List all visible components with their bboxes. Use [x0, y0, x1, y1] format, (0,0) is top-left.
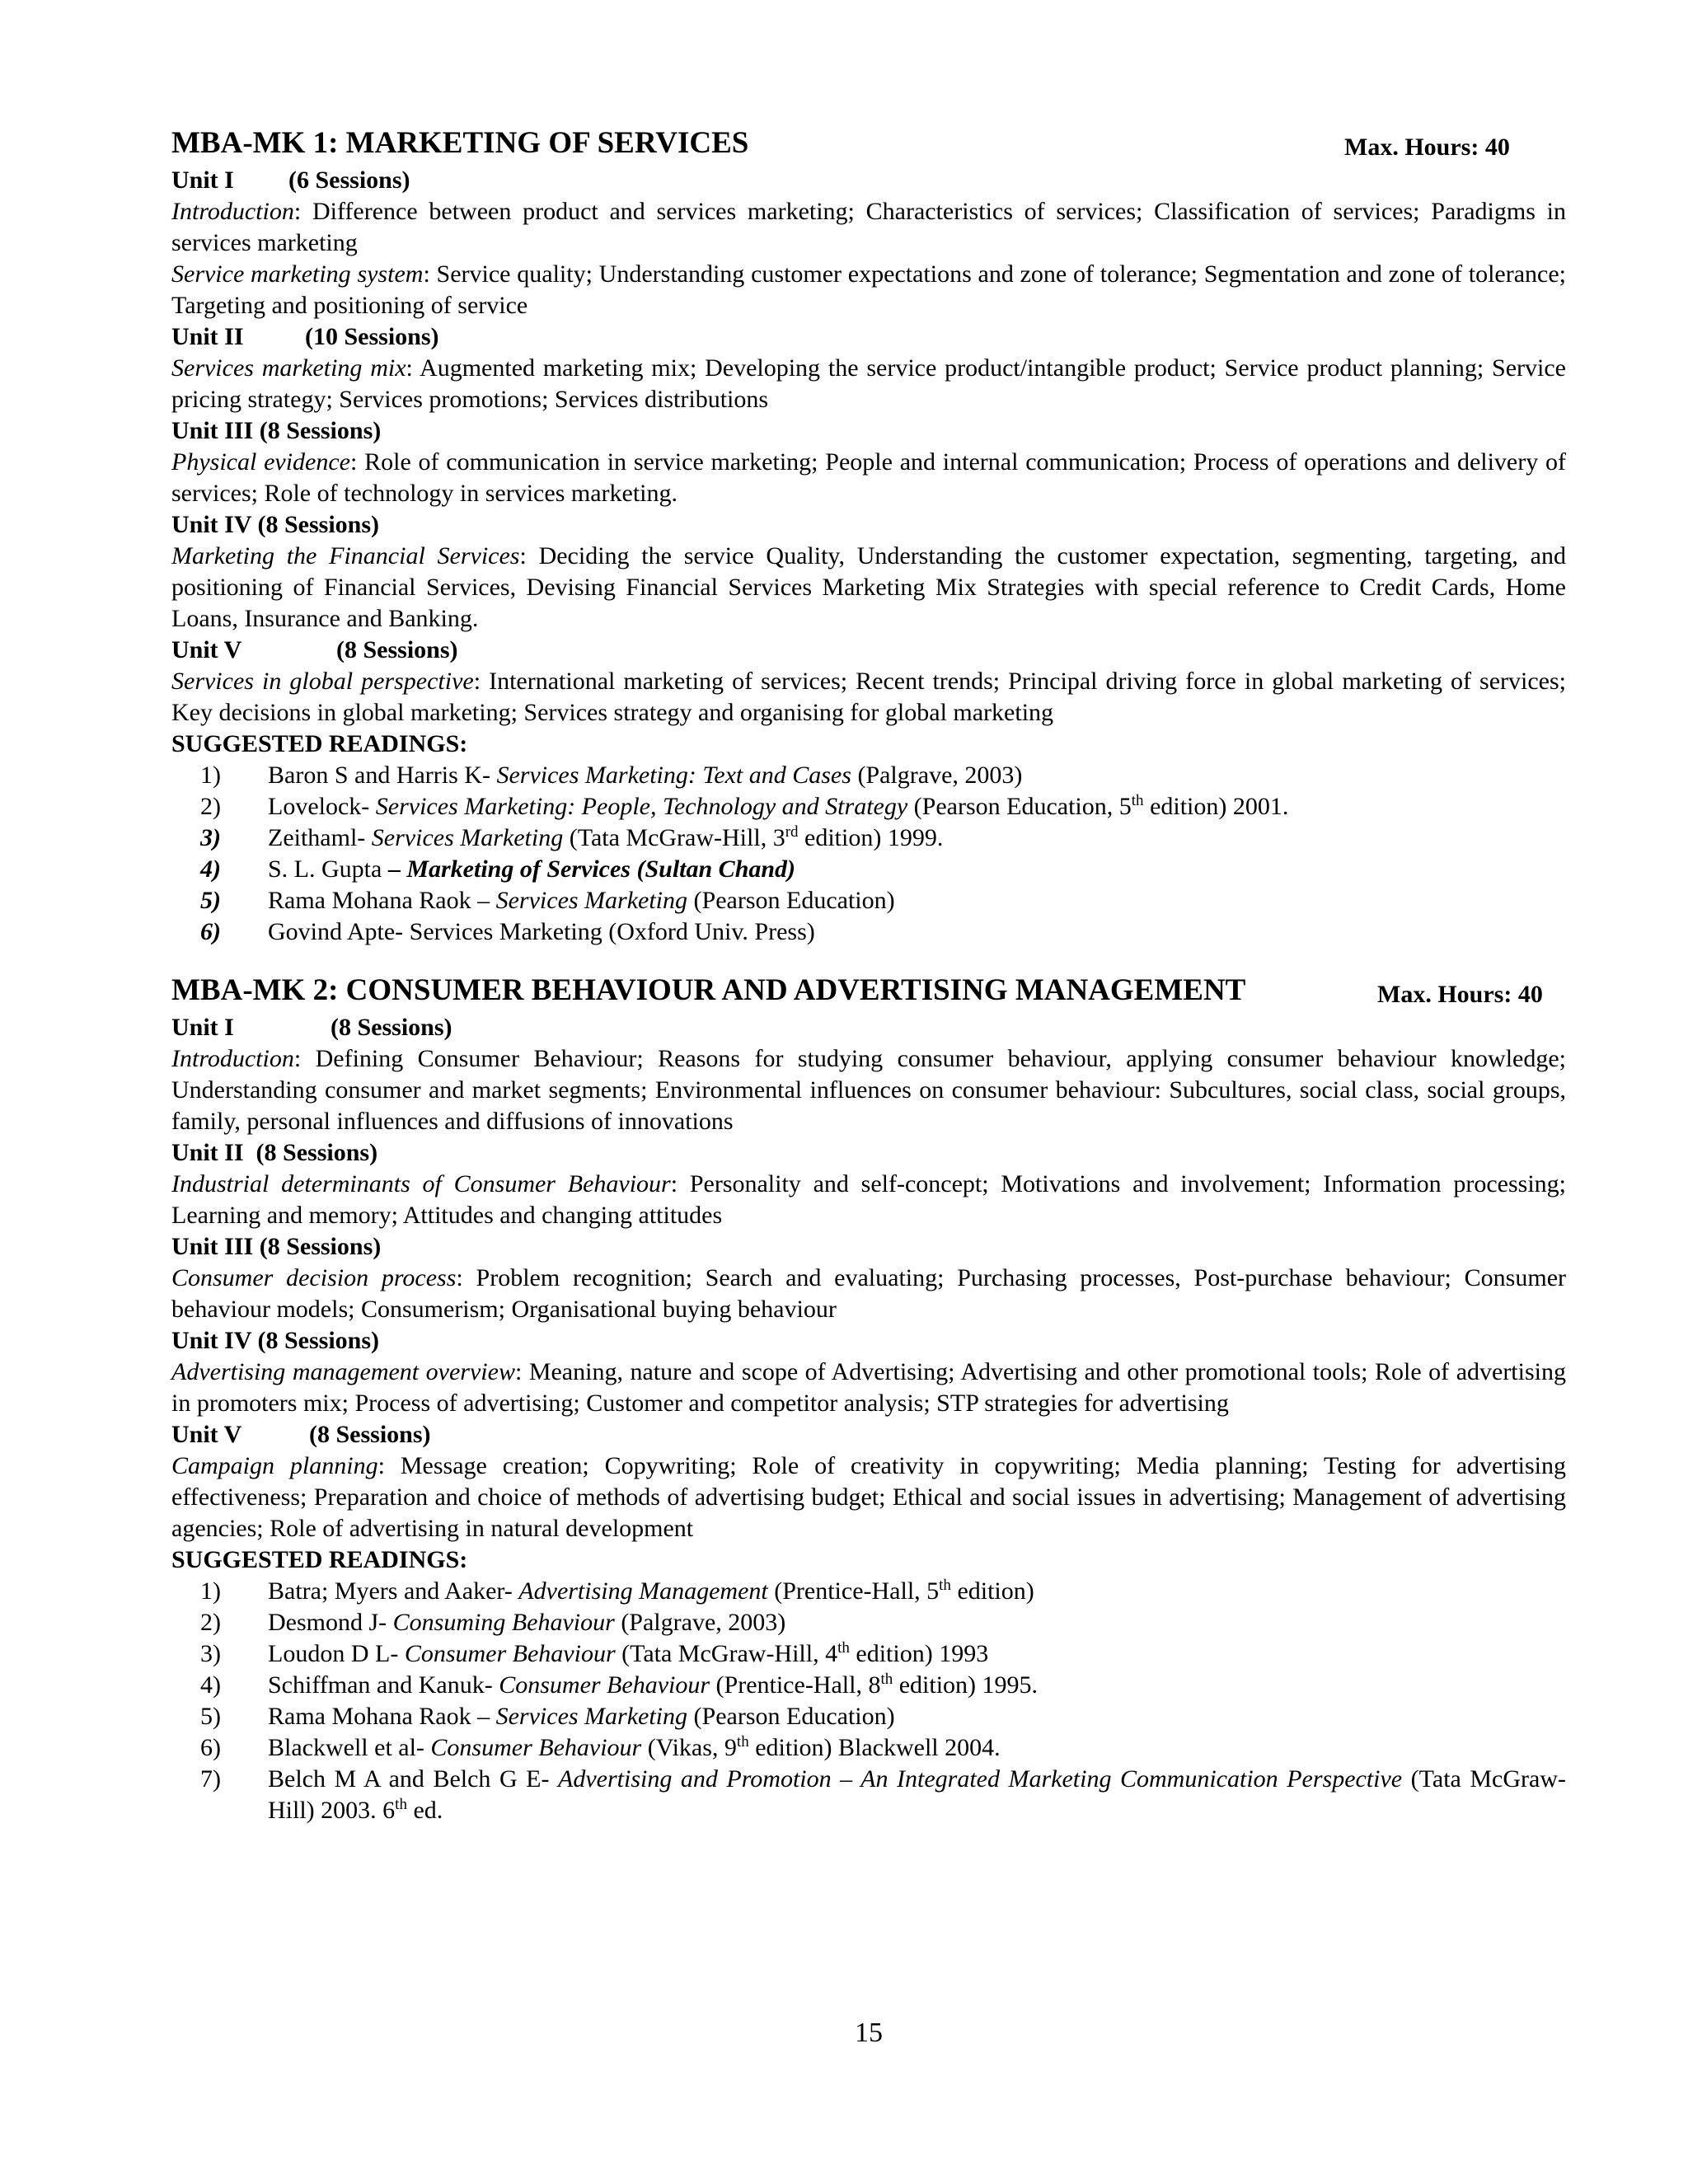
- readings-list: [171, 1576, 1566, 1826]
- unit-paragraph: [171, 1169, 1566, 1231]
- page-number: 15: [855, 2018, 883, 2048]
- unit-text: : Meaning, nature and scope of Advertising; Advertising and other promotional tools; Role of advertising in promoters mix; Process of advertising; Customer and competitor analysis; STP strategies for advertising: [171, 1358, 1566, 1417]
- reading-item: [171, 1576, 1566, 1607]
- unit-name: Unit II: [171, 1139, 244, 1166]
- reading-title: Services Marketing: Text and Cases: [496, 762, 851, 789]
- reading-author: S. L. Gupta: [268, 855, 382, 883]
- unit-text: : Service quality; Understanding customer expectations and zone of tolerance; Segmentation and zone of tolerance; Targeting and positioning of service: [171, 260, 1566, 319]
- reading-author: Blackwell et al-: [268, 1734, 424, 1761]
- unit-topic: Service marketing system: [171, 260, 424, 288]
- unit-sessions: (8 Sessions): [259, 417, 382, 444]
- reading-title: Services Marketing: People, Technology and Strategy: [375, 793, 908, 820]
- unit-topic: Industrial determinants of Consumer Behaviour: [171, 1170, 671, 1197]
- reading-number: 7): [200, 1765, 221, 1793]
- unit-name: Unit IV: [171, 1327, 251, 1354]
- unit-paragraph: [171, 1357, 1566, 1419]
- reading-title: Services Marketing: [495, 887, 688, 914]
- reading-title: Advertising Management: [518, 1577, 768, 1605]
- unit-topic: Campaign planning: [171, 1452, 378, 1479]
- reading-author: Rama Mohana Raok –: [268, 887, 490, 914]
- reading-number: 3): [200, 824, 221, 851]
- unit-name: Unit III: [171, 1233, 254, 1260]
- unit-sessions: (8 Sessions): [309, 1421, 431, 1448]
- unit-name: Unit IV: [171, 511, 251, 538]
- unit-sessions: (8 Sessions): [256, 1139, 378, 1166]
- reading-number: 1): [200, 762, 221, 789]
- reading-detail: (Prentice-Hall, 8: [710, 1671, 881, 1699]
- reading-title: Services Marketing: [495, 1703, 688, 1730]
- reading-author: Zeithaml-: [268, 824, 366, 851]
- reading-title: Consumer Behaviour: [404, 1640, 616, 1667]
- reading-after: edition) 2001.: [1143, 793, 1289, 820]
- unit-name: Unit I: [171, 166, 234, 194]
- reading-number: 2): [200, 1609, 221, 1636]
- unit-topic: Services marketing mix: [171, 354, 406, 382]
- course-header: [171, 971, 1566, 1012]
- reading-detail: (Pearson Education): [687, 1703, 895, 1730]
- reading-sup: th: [395, 1796, 407, 1813]
- reading-item: [171, 760, 1566, 791]
- reading-number: 5): [200, 887, 221, 914]
- reading-item: [171, 791, 1566, 823]
- max-hours: Max. Hours: 40: [1377, 981, 1543, 1008]
- unit-name: Unit II: [171, 323, 244, 350]
- reading-detail: (Pearson Education): [687, 887, 895, 914]
- unit-text: : Personality and self-concept; Motivations and involvement; Information processing; Learning and memory; Attitudes and changing attitudes: [171, 1170, 1566, 1229]
- unit-paragraph: [171, 1043, 1566, 1137]
- reading-author: Schiffman and Kanuk-: [268, 1671, 493, 1699]
- reading-title: Advertising and Promotion – An Integrated Marketing Communication Perspective: [558, 1765, 1403, 1793]
- unit-paragraph: [171, 447, 1566, 509]
- course-header: [171, 124, 1566, 165]
- reading-number: 2): [200, 793, 221, 820]
- reading-detail: (Tata McGraw-Hill, 4: [615, 1640, 838, 1667]
- course-title: MBA-MK 2: CONSUMER BEHAVIOUR AND ADVERTISING MANAGEMENT: [171, 973, 1246, 1007]
- unit-sessions: (10 Sessions): [305, 323, 439, 350]
- unit-topic: Services in global perspective: [171, 668, 474, 695]
- reading-author: Belch M A and Belch G E-: [268, 1765, 550, 1793]
- unit-heading: [171, 1419, 1566, 1451]
- unit-text: : Difference between product and services marketing; Characteristics of services; Classification of services; Paradigms in services marketing: [171, 198, 1566, 256]
- reading-number: 3): [200, 1640, 221, 1667]
- unit-sessions: (6 Sessions): [288, 166, 410, 194]
- reading-detail: (Tata McGraw-Hill, 3: [563, 824, 785, 851]
- unit-text: : International marketing of services; Recent trends; Principal driving force in global marketing of services; Key decisions in global marketing; Services strategy and organising for global marketing: [171, 668, 1566, 726]
- reading-after: ed.: [406, 1797, 443, 1824]
- unit-heading: [171, 165, 1566, 196]
- reading-author: Rama Mohana Raok –: [268, 1703, 490, 1730]
- unit-topic: Introduction: [171, 198, 294, 225]
- unit-name: Unit V: [171, 1421, 242, 1448]
- unit-heading: [171, 1231, 1566, 1263]
- reading-after: edition) 1995.: [893, 1671, 1039, 1699]
- max-hours: Max. Hours: 40: [1344, 134, 1510, 161]
- reading-item: [171, 1638, 1566, 1670]
- unit-text: : Problem recognition; Search and evaluating; Purchasing processes, Post-purchase behaviour; Consumer behaviour models; Consumerism; Organisational buying behaviour: [171, 1264, 1566, 1323]
- reading-author: Desmond J-: [268, 1609, 387, 1636]
- reading-title: Consumer Behaviour: [430, 1734, 642, 1761]
- unit-topic: Consumer decision process: [171, 1264, 457, 1291]
- unit-text: : Augmented marketing mix; Developing the service product/intangible product; Service product planning; Service pricing strategy; Services promotions; Services distributions: [171, 354, 1566, 413]
- unit-sessions: (8 Sessions): [257, 1327, 380, 1354]
- unit-heading: [171, 415, 1566, 447]
- unit-paragraph: [171, 353, 1566, 415]
- course-mba-mk-2: [171, 971, 1566, 1826]
- reading-title: Consuming Behaviour: [392, 1609, 615, 1636]
- reading-detail: (Tata McGraw-Hill) 2003. 6: [268, 1765, 1566, 1824]
- reading-title: Services Marketing: [371, 824, 564, 851]
- reading-author: Baron S and Harris K-: [268, 762, 490, 789]
- unit-sessions: (8 Sessions): [259, 1233, 382, 1260]
- reading-number: 1): [200, 1577, 221, 1605]
- reading-detail: (Vikas, 9: [641, 1734, 737, 1761]
- reading-author: Batra; Myers and Aaker-: [268, 1577, 513, 1605]
- readings-heading: SUGGESTED READINGS:: [171, 1546, 468, 1573]
- course-mba-mk-1: [171, 124, 1566, 948]
- readings-list: [171, 760, 1566, 948]
- reading-detail: (Palgrave, 2003): [614, 1609, 786, 1636]
- reading-author: Govind Apte- Services Marketing (Oxford Univ. Press): [268, 918, 815, 945]
- reading-item: [171, 1764, 1566, 1826]
- unit-text: : Role of communication in service marketing; People and internal communication; Process of operations and delivery of services; Role of technology in services marketing.: [171, 448, 1567, 507]
- reading-item: [171, 1670, 1566, 1701]
- unit-text: : Message creation; Copywriting; Role of creativity in copywriting; Media planning; Testing for advertising effectiveness; Preparation and choice of methods of advertising budget; Ethical and social issues in advertising; Management of advertising agencies; Role of advertising in natural development: [171, 1452, 1566, 1542]
- unit-heading: [171, 1325, 1566, 1357]
- course-title: MBA-MK 1: MARKETING OF SERVICES: [171, 126, 749, 160]
- unit-text: : Deciding the service Quality, Understanding the customer expectation, segmenting, targeting, and positioning of Financial Services, Devising Financial Services Marketing Mix Strategies with special reference to Credit Cards, Home Loans, Insurance and Banking.: [171, 542, 1566, 632]
- unit-paragraph: [171, 1451, 1566, 1544]
- reading-after: edition) Blackwell 2004.: [748, 1734, 1001, 1761]
- unit-heading: [171, 635, 1566, 666]
- unit-name: Unit I: [171, 1014, 234, 1041]
- unit-sessions: (8 Sessions): [336, 636, 458, 663]
- reading-author: Lovelock-: [268, 793, 370, 820]
- unit-paragraph: [171, 541, 1566, 635]
- reading-sup: th: [736, 1733, 749, 1750]
- reading-item: [171, 1701, 1566, 1732]
- unit-topic: Introduction: [171, 1045, 294, 1072]
- unit-paragraph: [171, 259, 1566, 321]
- unit-topic: Advertising management overview: [171, 1358, 515, 1385]
- reading-detail: (Pearson Education, 5: [907, 793, 1132, 820]
- reading-number: 5): [200, 1703, 221, 1730]
- reading-number: 4): [200, 1671, 221, 1699]
- reading-sup: rd: [785, 823, 799, 841]
- unit-topic: Marketing the Financial Services: [171, 542, 520, 569]
- reading-item: [171, 1732, 1566, 1764]
- reading-separator: –: [382, 855, 407, 883]
- reading-number: 4): [200, 855, 221, 883]
- reading-title: Consumer Behaviour: [499, 1671, 710, 1699]
- reading-title: Marketing of Services (Sultan Chand): [406, 855, 796, 883]
- unit-heading: [171, 1012, 1566, 1043]
- unit-text: : Defining Consumer Behaviour; Reasons for studying consumer behaviour, applying consumer behaviour knowledge; Understanding consumer and market segments; Environmental influences on consumer behaviour: Subcultures, social class, social groups, family, personal influences and diffusions of innovations: [171, 1045, 1566, 1135]
- reading-item: [171, 854, 1566, 885]
- unit-paragraph: [171, 196, 1566, 259]
- reading-after: edition): [950, 1577, 1034, 1605]
- unit-topic: Physical evidence: [171, 448, 350, 476]
- reading-sup: th: [1131, 792, 1144, 809]
- reading-after: edition) 1999.: [798, 824, 944, 851]
- unit-paragraph: [171, 1263, 1566, 1325]
- reading-number: 6): [200, 1734, 221, 1761]
- reading-item: [171, 823, 1566, 854]
- unit-paragraph: [171, 666, 1566, 729]
- unit-sessions: (8 Sessions): [257, 511, 380, 538]
- unit-heading: [171, 321, 1566, 353]
- readings-heading: SUGGESTED READINGS:: [171, 730, 468, 757]
- reading-sup: th: [880, 1671, 893, 1688]
- reading-item: [171, 916, 1566, 948]
- reading-detail: (Prentice-Hall, 5: [767, 1577, 940, 1605]
- reading-after: edition) 1993: [849, 1640, 989, 1667]
- reading-sup: th: [837, 1639, 850, 1657]
- reading-sup: th: [939, 1577, 951, 1594]
- unit-name: Unit V: [171, 636, 242, 663]
- reading-item: [171, 1607, 1566, 1638]
- reading-item: [171, 885, 1566, 916]
- reading-detail: (Palgrave, 2003): [851, 762, 1023, 789]
- reading-number: 6): [200, 918, 221, 945]
- unit-heading: [171, 1137, 1566, 1169]
- unit-heading: [171, 509, 1566, 541]
- unit-name: Unit III: [171, 417, 254, 444]
- unit-sessions: (8 Sessions): [331, 1014, 452, 1041]
- reading-author: Loudon D L-: [268, 1640, 399, 1667]
